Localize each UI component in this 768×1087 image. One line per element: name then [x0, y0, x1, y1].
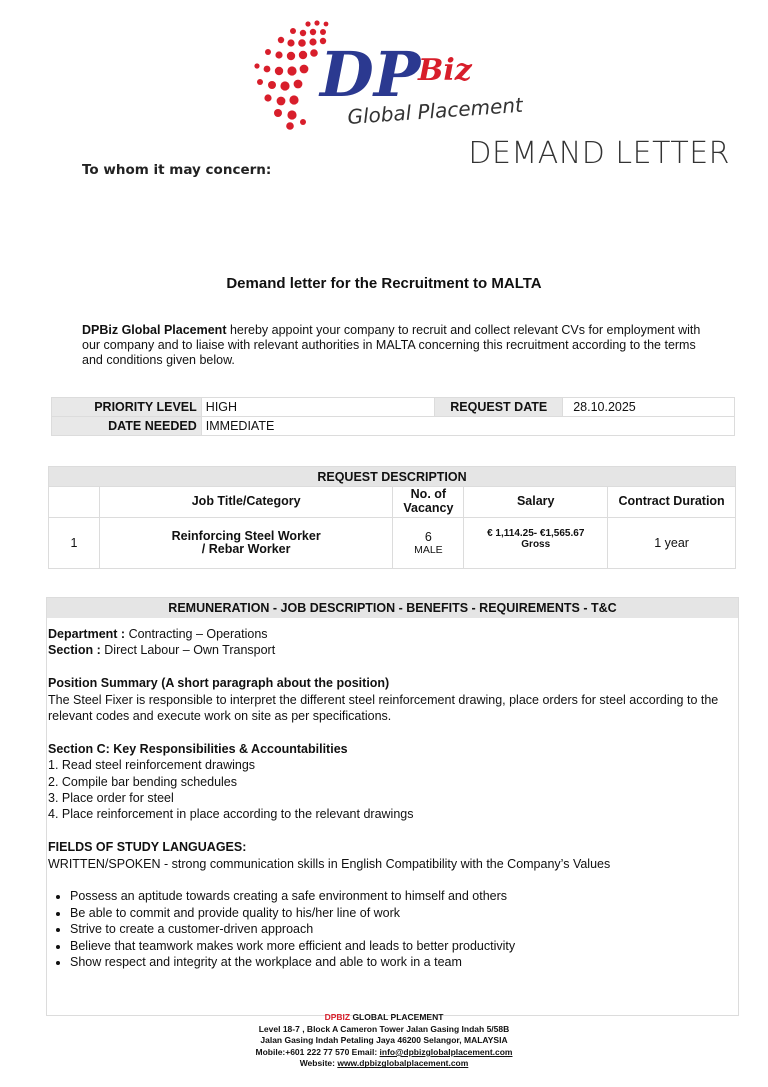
meta-row: [52, 417, 735, 436]
vacancy-cell: [393, 518, 464, 569]
footer-email-link[interactable]: info@dpbizglobalplacement.com: [379, 1046, 513, 1057]
responsibility-item: 2. Compile bar bending schedules: [48, 774, 238, 789]
summary-heading: Position Summary (A short paragraph about the position): [48, 676, 390, 691]
job-title-cell: [99, 518, 393, 569]
values-list: [70, 888, 738, 970]
summary-text: The Steel Fixer is responsible to interpret the different steel reinforcement drawing, place orders for steel according to the relevant codes and execute work on site as per specifications.: [48, 692, 719, 724]
logo-brand-biz: Biz: [418, 53, 472, 88]
vacancy-gender: MALE: [414, 544, 443, 556]
request-heading: REQUEST DESCRIPTION: [49, 467, 736, 487]
date-needed-value: IMMEDIATE: [201, 417, 734, 436]
company-logo: [248, 18, 548, 136]
column-vacancy: No. of Vacancy: [393, 487, 464, 518]
document-title: DEMAND LETTER: [468, 136, 730, 171]
responsibility-item: 3. Place order for steel: [48, 791, 174, 806]
list-item: • Believe that teamwork makes work more efficient and leads to better productivity: [70, 938, 738, 954]
intro-text: hereby appoint your company to recruit and collect relevant CVs for employment with our company and to liaise with relevant authorities in MALTA concerning this recruitment according to the terms and conditions given below.: [82, 323, 701, 367]
remuneration-heading: REMUNERATION - JOB DESCRIPTION - BENEFITS - REQUIREMENTS - T&C: [47, 598, 738, 618]
meta-row: [52, 398, 735, 417]
footer: [0, 1012, 768, 1070]
vacancy-count: 6: [424, 530, 432, 544]
logo-dots-icon: [248, 18, 548, 136]
intro-paragraph: [82, 323, 702, 368]
priority-label: PRIORITY LEVEL: [52, 398, 202, 417]
column-job-title: Job Title/Category: [99, 487, 393, 518]
salary-range: € 1,114.25- €1,565.67: [487, 528, 585, 539]
languages-heading: FIELDS OF STUDY LANGUAGES:: [48, 840, 247, 855]
list-item: • Strive to create a customer-driven approach: [70, 921, 738, 937]
responsibility-item: 1. Read steel reinforcement drawings: [48, 758, 256, 773]
job-title-line2: / Rebar Worker: [201, 542, 291, 556]
request-date-value: 28.10.2025: [563, 398, 735, 417]
job-title-line1: Reinforcing Steel Worker: [171, 528, 321, 543]
footer-brand: DPBIZ GLOBAL PLACEMENT: [324, 1012, 444, 1022]
letter-subject: Demand letter for the Recruitment to MALTA: [226, 275, 542, 292]
footer-address-1: Level 18-7 , Block A Cameron Tower Jalan Gasing Indah 5/58B: [258, 1023, 510, 1034]
meta-table: [51, 397, 735, 436]
list-item: • Be able to commit and provide quality to his/her line of work: [70, 905, 738, 921]
salutation: To whom it may concern:: [82, 162, 272, 178]
footer-address-2: Jalan Gasing Indah Petaling Jaya 46200 Selangor, MALAYSIA: [260, 1035, 508, 1046]
remuneration-body: [47, 618, 738, 970]
list-item: • Possess an aptitude towards creating a safe environment to himself and others: [70, 888, 738, 904]
salary-type: Gross: [521, 539, 551, 550]
logo-tagline: Global Placement: [346, 92, 524, 129]
column-salary: Salary: [464, 487, 608, 518]
logo-brand-dp: DP: [320, 38, 421, 111]
salary-cell: [464, 518, 608, 569]
department-line: Department : Contracting – Operations: [48, 627, 268, 641]
section-line: Section : Direct Labour – Own Transport: [48, 643, 276, 658]
column-number: [49, 487, 100, 518]
footer-contact: Mobile:+601 222 77 570 Email: info@dpbizglobalplacement.com: [255, 1046, 513, 1057]
responsibilities-heading: Section C: Key Responsibilities & Accountabilities: [48, 741, 348, 756]
list-item: • Show respect and integrity at the workplace and able to work in a team: [70, 954, 738, 970]
languages-text: WRITTEN/SPOKEN - strong communication skills in English Compatibility with the Company’s Values: [48, 856, 611, 871]
priority-value: HIGH: [201, 398, 435, 417]
row-number: 1: [49, 518, 100, 569]
remuneration-section: [46, 597, 739, 1016]
footer-website-link[interactable]: www.dpbizglobalplacement.com: [337, 1058, 469, 1069]
footer-website: Website: www.dpbizglobalplacement.com: [299, 1058, 469, 1069]
request-header-row: [49, 487, 736, 518]
request-date-label: REQUEST DATE: [435, 398, 563, 417]
column-duration: Contract Duration: [608, 487, 736, 518]
date-needed-label: DATE NEEDED: [52, 417, 202, 436]
duration-cell: 1 year: [608, 518, 736, 569]
intro-company: DPBiz Global Placement: [82, 323, 227, 337]
responsibility-item: 4. Place reinforcement in place according to the relevant drawings: [48, 807, 414, 822]
request-table: [48, 466, 736, 569]
table-row: [49, 518, 736, 569]
